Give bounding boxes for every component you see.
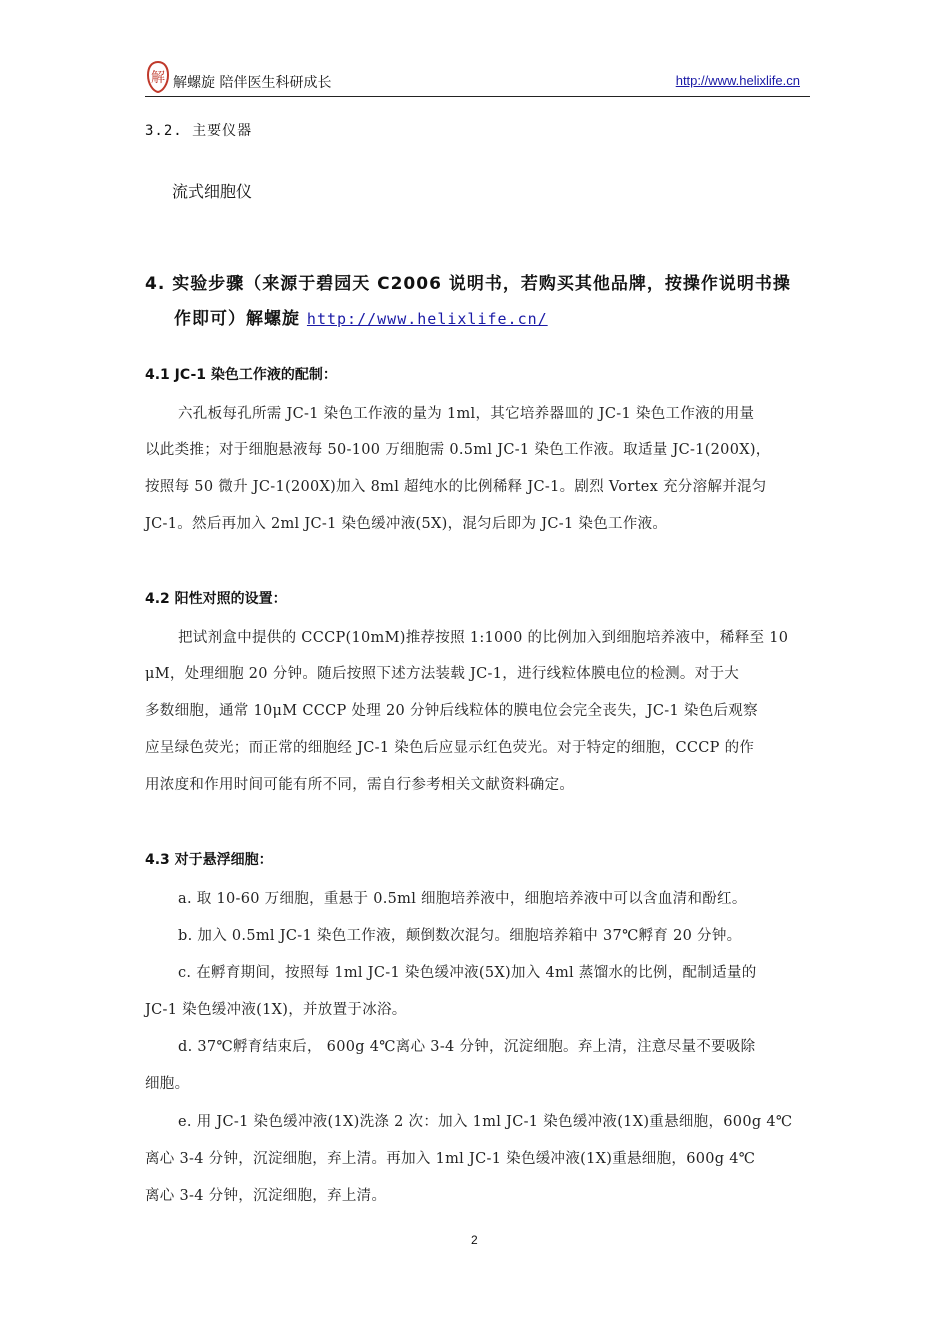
list-item: 离心 3-4 分钟，沉淀细胞，弃上清。 bbox=[145, 1188, 387, 1204]
paragraph-line: 以此类推；对于细胞悬液每 50-100 万细胞需 0.5ml JC-1 染色工作液。取适量 JC-1(200X)， bbox=[145, 442, 771, 458]
paragraph-line: 多数细胞，通常 10μM CCCP 处理 20 分钟后线粒体的膜电位会完全丧失，JC-1 染色后观察 bbox=[145, 703, 758, 719]
paragraph-line: 把试剂盒中提供的 CCCP(10mM)推荐按照 1:1000 的比例加入到细胞培养液中，稀释至 10 bbox=[178, 630, 789, 646]
section-4-2-heading: 4.2 阳性对照的设置： bbox=[145, 591, 287, 607]
list-item: e. 用 JC-1 染色缓冲液(1X)洗涤 2 次：加入 1ml JC-1 染色缓冲液(1X)重悬细胞，600g 4℃ bbox=[178, 1114, 793, 1130]
section-3-2-item: 流式细胞仪 bbox=[172, 182, 253, 201]
list-item: d. 37℃孵育结束后， 600g 4℃离心 3-4 分钟，沉淀细胞。弃上清，注意尽量不要吸除 bbox=[178, 1039, 756, 1055]
header-title: 解螺旋 陪伴医生科研成长 bbox=[173, 75, 332, 91]
header-url-link[interactable]: http://www.helixlife.cn bbox=[675, 73, 800, 88]
list-item: b. 加入 0.5ml JC-1 染色工作液，颠倒数次混匀。细胞培养箱中 37℃孵育 20 分钟。 bbox=[178, 928, 742, 944]
paragraph-line: 六孔板每孔所需 JC-1 染色工作液的量为 1ml，其它培养器皿的 JC-1 染色工作液的用量 bbox=[178, 406, 755, 422]
paragraph-line: μM，处理细胞 20 分钟。随后按照下述方法装载 JC-1，进行线粒体膜电位的检测。对于大 bbox=[145, 666, 740, 682]
section-4-helixlife-link[interactable]: http://www.helixlife.cn/ bbox=[306, 310, 548, 328]
section-4-3-heading: 4.3 对于悬浮细胞： bbox=[145, 852, 273, 868]
list-item: JC-1 染色缓冲液(1X)，并放置于冰浴。 bbox=[145, 1002, 407, 1018]
list-item: 细胞。 bbox=[145, 1076, 190, 1092]
paragraph-line: 按照每 50 微升 JC-1(200X)加入 8ml 超纯水的比例稀释 JC-1。剧烈 Vortex 充分溶解并混匀 bbox=[145, 479, 767, 495]
paragraph-line: 用浓度和作用时间可能有所不同，需自行参考相关文献资料确定。 bbox=[145, 777, 575, 793]
section-3-2-heading: 3.2. 主要仪器 bbox=[145, 123, 253, 139]
list-item: c. 在孵育期间，按照每 1ml JC-1 染色缓冲液(5X)加入 4ml 蒸馏水的比例，配制适量的 bbox=[178, 965, 757, 981]
section-4-heading-line1: 4. 实验步骤（来源于碧园天 C2006 说明书，若购买其他品牌，按操作说明书操 bbox=[145, 274, 791, 294]
section-4-heading-text: 作即可）解螺旋 bbox=[174, 309, 307, 329]
page-number: 2 bbox=[471, 1233, 478, 1247]
svg-text:解: 解 bbox=[151, 70, 165, 86]
paragraph-line: 应呈绿色荧光；而正常的细胞经 JC-1 染色后应显示红色荧光。对于特定的细胞，CCCP 的作 bbox=[145, 740, 755, 756]
section-4-1-heading: 4.1 JC-1 染色工作液的配制： bbox=[145, 367, 337, 383]
list-item: 离心 3-4 分钟，沉淀细胞，弃上清。再加入 1ml JC-1 染色缓冲液(1X)重悬细胞，600g 4℃ bbox=[145, 1151, 756, 1167]
helixlife-logo-icon bbox=[145, 60, 171, 94]
page-header bbox=[145, 58, 810, 97]
paragraph-line: JC-1。然后再加入 2ml JC-1 染色缓冲液(5X)，混匀后即为 JC-1 染色工作液。 bbox=[145, 516, 668, 532]
list-item: a. 取 10-60 万细胞，重悬于 0.5ml 细胞培养液中，细胞培养液中可以含血清和酚红。 bbox=[178, 891, 747, 907]
section-4-heading-line2 bbox=[174, 304, 548, 329]
